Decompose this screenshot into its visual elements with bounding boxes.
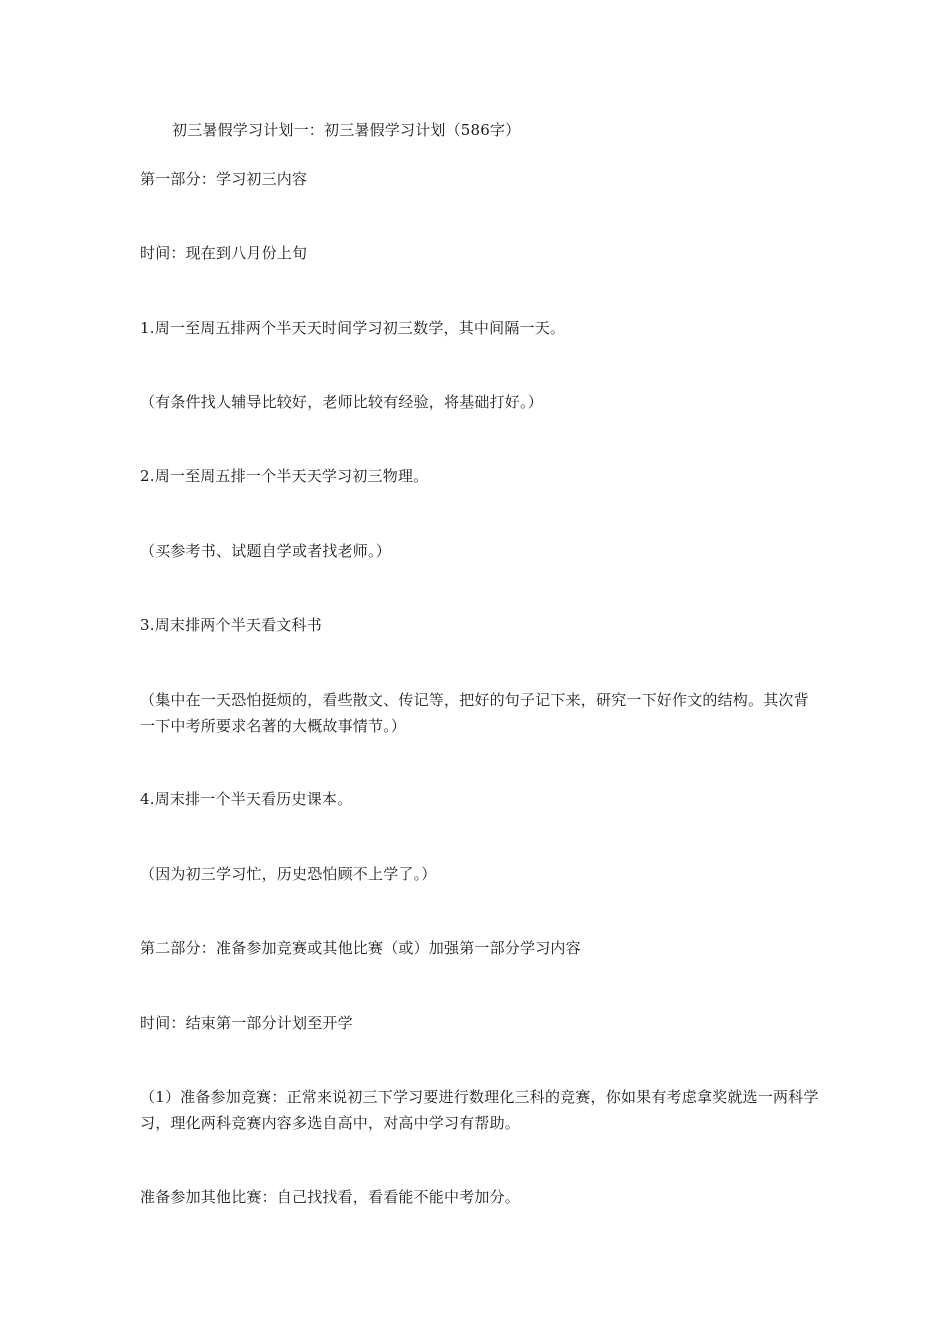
paragraph-note-4: （因为初三学习忙，历史恐怕顾不上学了。） <box>140 865 437 883</box>
paragraph-note-2: （买参考书、试题自学或者找老师。） <box>140 542 391 560</box>
paragraph-item-1: 1.周一至周五排两个半天天时间学习初三数学，其中间隔一天。 <box>140 319 566 337</box>
paragraph-note-3: （集中在一天恐怕挺烦的，看些散文、传记等，把好的句子记下来，研究一下好作文的结构。其次背一下中考所要求名著的大概故事情节。） <box>140 691 809 735</box>
paragraph-item-3: 3.周末排两个半天看文科书 <box>140 616 322 634</box>
paragraph-other-contests: 准备参加其他比赛：自己找找看，看看能不能中考加分。 <box>140 1188 521 1206</box>
paragraph-item-2: 2.周一至周五排一个半天天学习初三物理。 <box>140 467 429 485</box>
document-title: 初三暑假学习计划一：初三暑假学习计划（586字） <box>172 121 521 139</box>
paragraph-item-4: 4.周末排一个半天看历史课本。 <box>140 790 353 808</box>
section-heading-part-two: 第二部分：准备参加竞赛或其他比赛（或）加强第一部分学习内容 <box>140 939 581 957</box>
paragraph-competition: （1）准备参加竞赛：正常来说初三下学习要进行数理化三科的竞赛，你如果有考虑拿奖就选一两科学习，理化两科竞赛内容多选自高中，对高中学习有帮助。 <box>140 1088 819 1132</box>
paragraph-time-part-one: 时间：现在到八月份上旬 <box>140 244 308 262</box>
paragraph-note-1: （有条件找人辅导比较好，老师比较有经验，将基础打好。） <box>140 393 543 411</box>
paragraph-time-part-two: 时间：结束第一部分计划至开学 <box>140 1014 353 1032</box>
section-heading-part-one: 第一部分：学习初三内容 <box>140 170 308 188</box>
